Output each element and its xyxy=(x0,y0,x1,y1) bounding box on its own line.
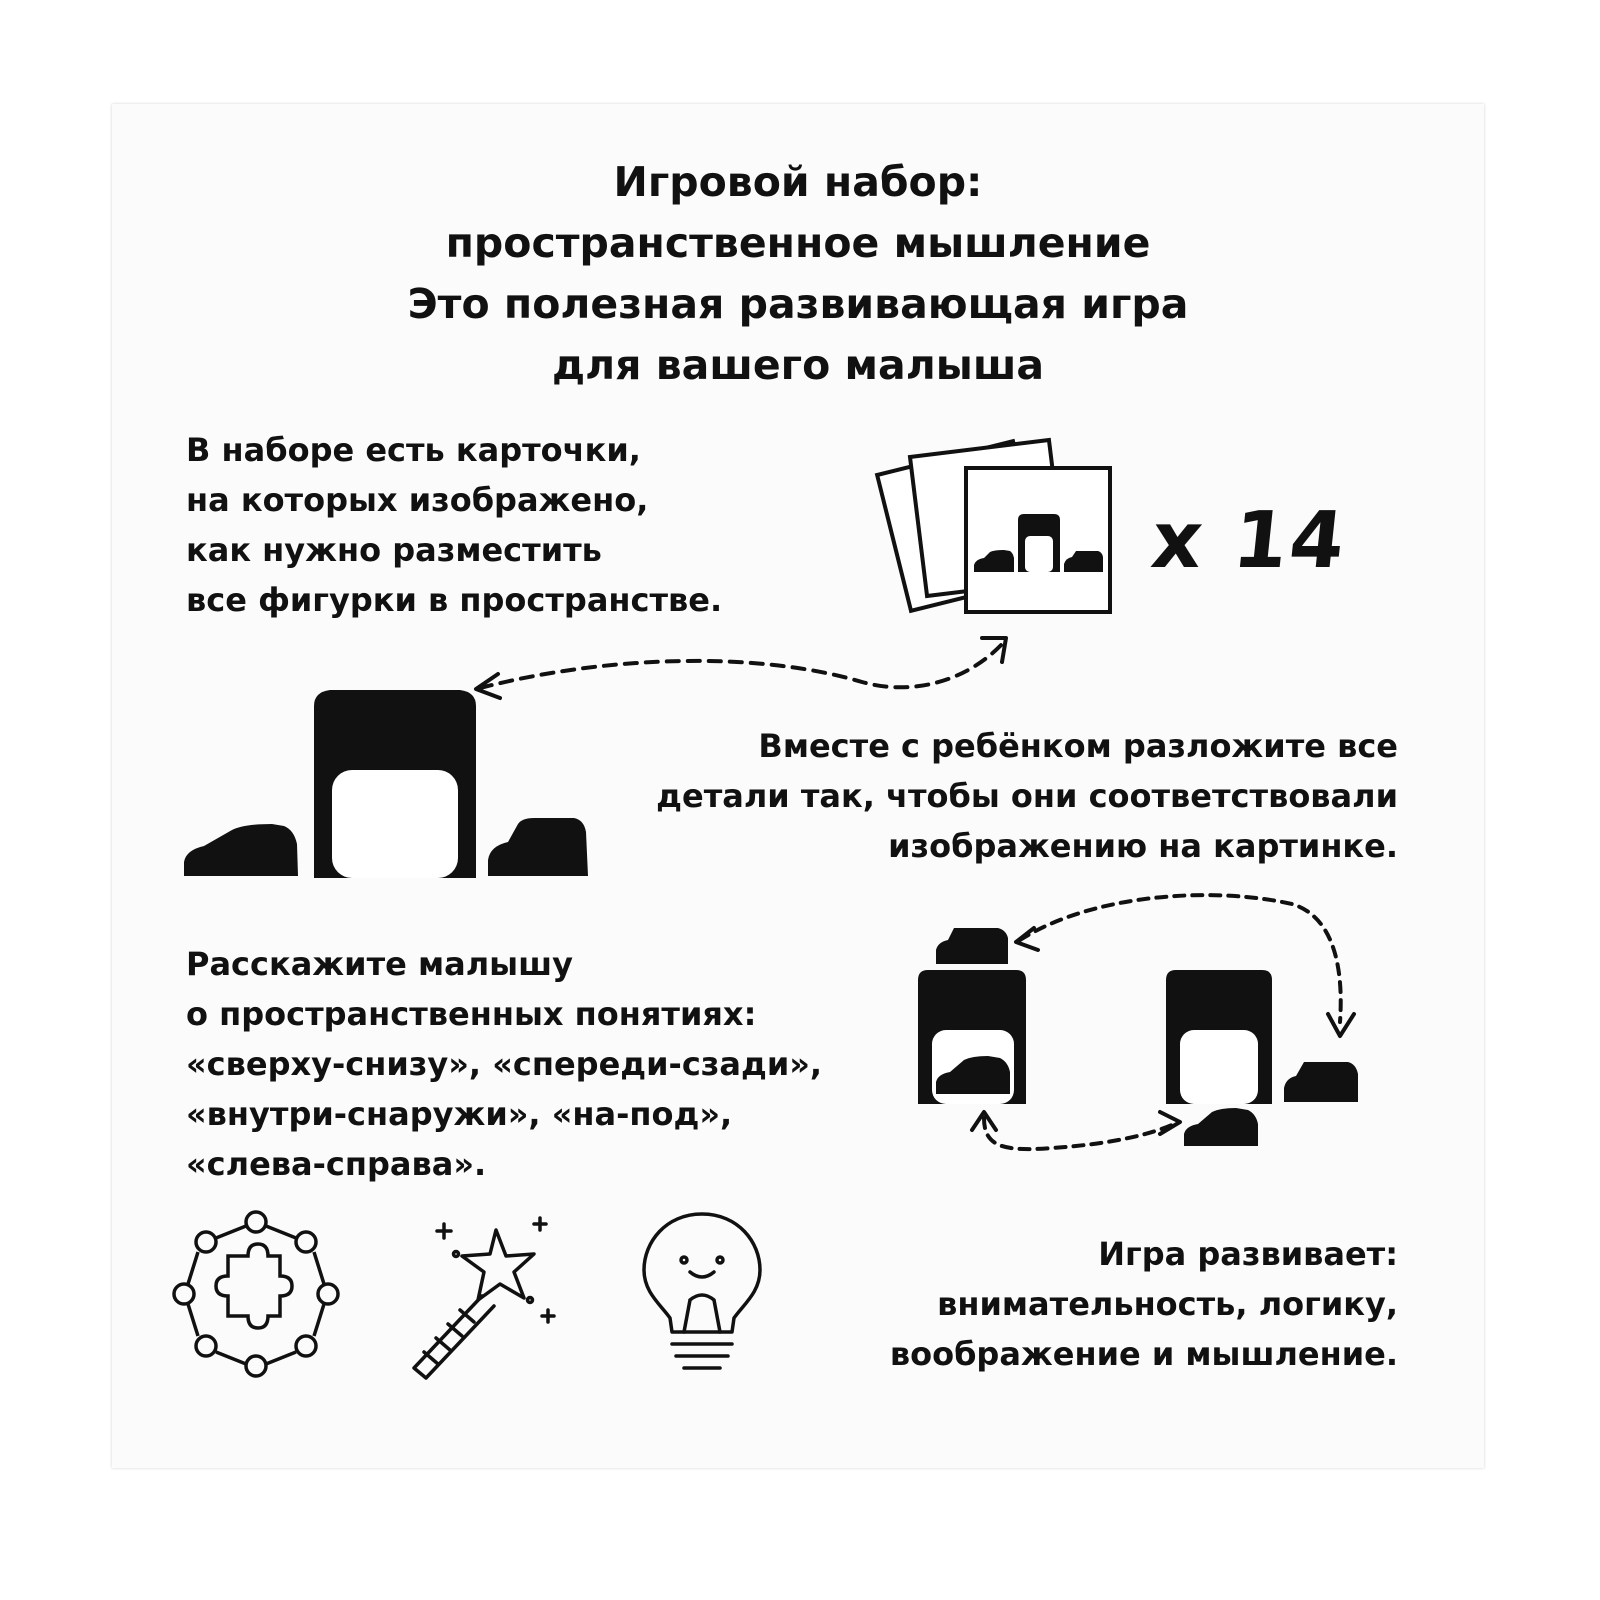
subtitle-line: для вашего малыша xyxy=(551,341,1045,389)
title-line: Игровой набор: xyxy=(613,158,983,206)
spatial-scene-illustration xyxy=(912,884,1392,1164)
spatial-concepts-paragraph xyxy=(186,945,823,1198)
magic-wand-icon xyxy=(400,1204,570,1384)
instruction-paragraph xyxy=(656,727,1398,880)
develops-line: Игра развивает: xyxy=(1098,1235,1398,1273)
instruction-card xyxy=(112,104,1484,1468)
concepts-line: «слева-справа». xyxy=(186,1145,487,1183)
instruction-line: изображению на картинке. xyxy=(888,827,1398,865)
card-stack-illustration xyxy=(882,424,1122,624)
van-icon xyxy=(488,818,588,876)
van-icon xyxy=(1284,1062,1358,1102)
instruction-line: Вместе с ребёнком разложите все xyxy=(758,727,1398,765)
intro-line: на которых изображено, xyxy=(186,481,649,519)
intro-line: все фигурки в пространстве. xyxy=(186,581,723,619)
card-count-label: x 14 xyxy=(1147,496,1351,586)
title-block xyxy=(112,158,1484,406)
puzzle-network-icon xyxy=(166,1204,346,1384)
concepts-line: «сверху-снизу», «спереди-сзади», xyxy=(186,1045,823,1083)
car-icon xyxy=(1184,1108,1258,1146)
subtitle-line: Это полезная развивающая игра xyxy=(407,280,1189,328)
instruction-line: детали так, чтобы они соответствовали xyxy=(656,777,1398,815)
intro-line: В наборе есть карточки, xyxy=(186,431,641,469)
concepts-line: «внутри-снаружи», «на-под», xyxy=(186,1095,733,1133)
develops-paragraph xyxy=(889,1235,1398,1388)
garage-scene-illustration xyxy=(182,684,602,884)
lightbulb-icon xyxy=(632,1204,772,1384)
intro-line: как нужно разместить xyxy=(186,531,602,569)
concepts-line: Расскажите малышу xyxy=(186,945,573,983)
develops-line: внимательность, логику, xyxy=(937,1285,1398,1323)
concepts-line: о пространственных понятиях: xyxy=(186,995,757,1033)
car-icon xyxy=(184,824,298,876)
title-line: пространственное мышление xyxy=(445,219,1151,267)
van-icon xyxy=(936,928,1008,964)
intro-paragraph xyxy=(186,431,723,634)
develops-line: воображение и мышление. xyxy=(889,1335,1398,1373)
card-garage-icon xyxy=(1018,514,1060,572)
